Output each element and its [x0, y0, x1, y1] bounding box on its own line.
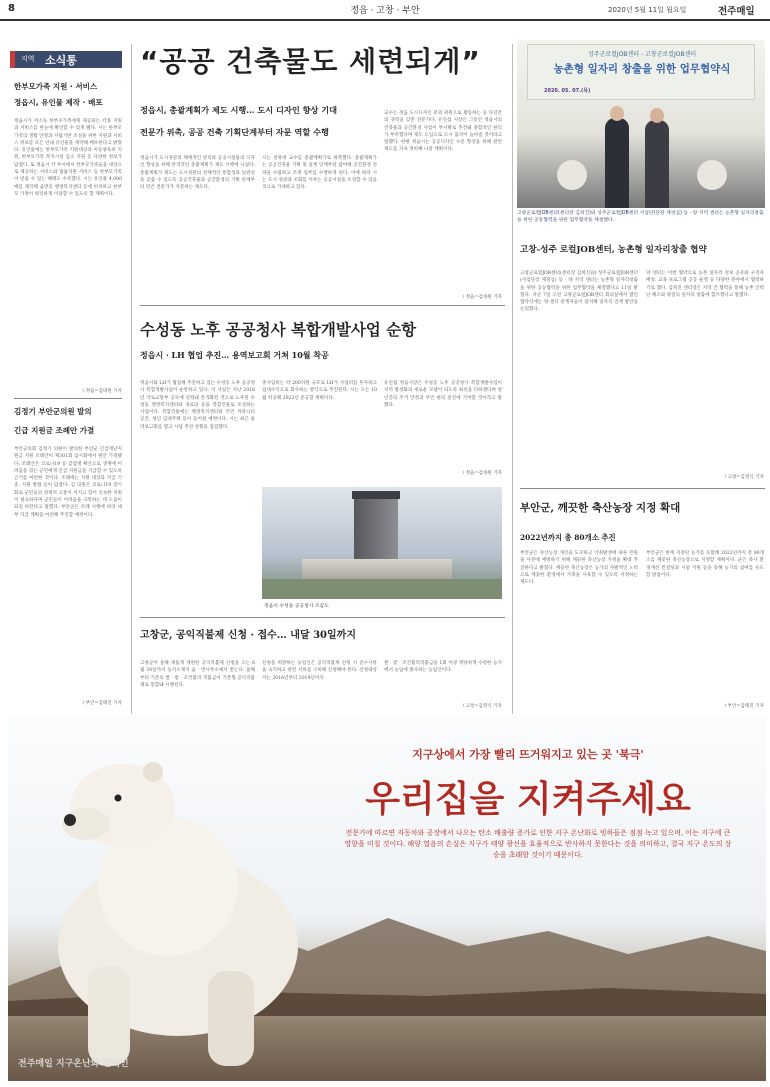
flower-left: [557, 160, 587, 190]
sidebar-story1-headline: [14, 80, 124, 110]
mou-banner-date: 2020. 05. 07.(목): [544, 88, 591, 94]
sidebar-divider: [14, 398, 122, 399]
mou-photo-caption: 고창군로컬JOB센터(센터장 김희진)와 성주군로컬JOB센터 사업단(단장 제경심) 등 · 양 지역 센터는 농촌형 일자리창출을 위한 공동협력을 위한 업무협약을 체결했다.: [517, 211, 764, 223]
bear-leg-front: [88, 966, 130, 1066]
story-br-subhead: 2022년까지 총 80개소 추진: [520, 533, 616, 542]
flower-right: [697, 160, 727, 190]
lead-subhead-2: 전문가 위촉, 공공 건축 기획단계부터 자문 역할 수행: [140, 127, 329, 137]
ad-body: 전문가에 따르면 자동차와 공장에서 나오는 탄소 배출량 증가로 인한 지구 온난화로 빙하들은 점점 녹고 있으며, 이는 지구에 큰 영향을 미칠 것이다. 해양 열음의 손실은 지구가 태양 광선을 효율적으로 반사하지 못한다는 것을 의미하고, 결국 지구 온도의 상승을 초래할 것이기 때문이다.: [344, 829, 732, 859]
sidebar-story1-body: 정읍시가 저소득 한부모가족에게 제공되는 각종 지원과 서비스를 한눈에 확인할 수 있게 됐다. 시는 한부모가족의 생활 안정과 자립기반 조성을 위한 지원과 서비스 정보를 모은 안내 유인물을 제작해 배포한다고 밝혔다. 유인물에는 한부모가족 지원대상과 아동양육비 지원, 한부모가족 복지시설 입소 지원 등 다양한 정보가 담겼다. 또 정읍시 각 부서에서 한부모가족들을 대상으로 제공하는 서비스와 법률지원 서비스 등 한부모가족이 받을 수 있는 혜택도 수록했다. 시는 유인물 4,000매를 제작해 읍면동 행정복지센터 등에 비치하고 한부모 가정이 편리하게 이용할 수 있도록 할 계획이다.: [14, 119, 122, 197]
story-mid-subhead: 정읍시 · LH 협업 추진… 용역보고회 거쳐 10월 착공: [140, 350, 329, 360]
story-right1-byline: / 고창=김영식 기자: [724, 475, 764, 480]
bear-ear: [143, 762, 163, 782]
page-header: [0, 0, 770, 20]
sidebar-tag-title: 소식통: [45, 54, 77, 67]
newspaper-name: 전주매일: [718, 6, 755, 17]
sidebar-story2-byline: / 부안=김태진 기자: [82, 701, 122, 706]
climate-ad: [8, 716, 766, 1081]
sidebar-story1-head1: 한부모가족 지원 · 서비스: [14, 82, 98, 91]
story-mid-headline: 수성동 노후 공공청사 복합개발사업 순항: [140, 321, 417, 339]
sidebar-story1-byline: / 정읍=김대원 기자: [82, 389, 122, 394]
sidebar-tag: [10, 51, 122, 68]
story-bl-byline: / 고창=김영식 기자: [462, 704, 502, 709]
right-story-divider: [520, 488, 765, 489]
ad-headline: 우리집을 지켜주세요: [365, 779, 691, 820]
sidebar-tag-region: 지역: [21, 55, 35, 63]
story-right1-headline: 고창-성주 로컬JOB센터, 농촌형 일자리창출 협약: [520, 245, 707, 255]
sidebar-story2-headline: [14, 405, 124, 438]
person-right: [645, 120, 669, 208]
building-rendering: [262, 487, 502, 599]
ad-tagline: 지구상에서 가장 빨리 뜨거워지고 있는 곳 '북극': [412, 748, 644, 761]
story-bl-col1: 고창군이 올해 새롭게 개편된 공익직불제 신청을 오는 6월 30일까지 농지소재지 읍 · 면사무소에서 받는다. 올해부터 기존의 쌀 · 밭 · 조건불리 직불금이 기본형 공익직불제로 통합돼 시행된다.: [140, 661, 255, 688]
sidebar-story2-head1: 김정기 부안군의원 발의: [14, 407, 92, 416]
story-mid-col3: 유진섭 정읍시장은 수성동 노후 공공청사 복합개발사업이 지역 활성화의 새로운 모델이 되도록 최선을 다하겠다며 청년층의 주거 안정과 주민 편의 증진에 기여할 것이라고 말했다.: [384, 381, 502, 408]
lead-col2: 시는 전북대 교수를 총괄계획가로 위촉했다. 총괄계획가는 공공건축물 기획 및 설계 단계부터 참여해 공간환경 전략을 수립하고 조정 업무를 수행하게 된다. 이에 따라 시는 도시 경관과 조화를 이루는 공공시설을 조성할 수 있을 것으로 기대하고 있다.: [262, 156, 377, 191]
lead-col3: 교수는 정읍 도시디자인 분과 위원으로 활동하는 등 다년간의 경력을 갖춘 전문가다. 유진섭 시장은 그동안 정읍시의 건축물과 공간환경 사업이 부서별로 추진돼 종합적인 관리가 부족했다며 제도 도입으로 도시 품격이 높아질 것이라고 말했다. 한편 정읍시는 공공디자인 수준 향상을 위해 관련 제도를 지속 정비해 나갈 계획이다.: [384, 111, 502, 153]
right-column-rule: [512, 44, 513, 714]
story-mid-col2: 총사업비는 약 200억원 규모로 LH가 사업비를 투자하고 임대수익으로 회수하는 방식으로 추진된다. 시는 오는 10월 착공해 2022년 준공할 계획이다.: [262, 381, 377, 401]
bear-leg-back: [208, 971, 254, 1066]
issue-date: 2020년 5월 11일 월요일: [608, 6, 687, 14]
story-br-col2: 부안군은 현재 지정된 농가를 포함해 2022년까지 총 80개소를 깨끗한 축산농장으로 지정할 계획이다. 군은 축사 환경개선 컨설팅과 시설 지원 등을 통해 농가의 참여를 유도할 방침이다.: [646, 551, 764, 578]
sidebar-story2-head2: 긴급 지원금 조례안 가결: [14, 426, 95, 435]
story-bl-col3: 쌀 · 밭 · 조건불리직불금을 1회 이상 정당하게 수령한 농지에서 농업에 종사하는 농업인이다.: [384, 661, 502, 674]
story-br-headline: 부안군, 깨끗한 축산농장 지정 확대: [520, 502, 681, 514]
header-divider: [0, 19, 770, 21]
person-left: [605, 118, 629, 208]
mid-divider: [140, 617, 505, 618]
lead-byline: / 정읍=김대원 기자: [462, 295, 502, 300]
bear-eye: [115, 795, 122, 802]
story-right1-col1: 고창군로컬JOB센터(센터장 김희진)와 성주군로컬JOB센터(사업단장 제경심) 등 · 양 지역 센터는 농촌형 일자리창출을 위한 공동협력을 위한 업무협약을 체결했다고 11일 밝혔다. 지난 7일 오전 고창군로컬JOB센터 회의실에서 열린 협약식에는 양 센터 관계자들이 참석해 일자리 연계 방안을 논의했다.: [520, 271, 638, 313]
podium: [302, 559, 452, 581]
sidebar-story1-head2: 정읍시, 유인물 제작 · 배포: [14, 98, 103, 107]
tower-crown: [352, 491, 400, 499]
sidebar-column-rule: [131, 44, 132, 714]
page-number: 8: [8, 3, 15, 14]
story-mid-byline: / 정읍=김대원 기자: [462, 471, 502, 476]
lead-headline: “공공 건축물도 세련되게”: [140, 45, 481, 78]
building-caption: 정읍시 수성동 공공청사 조감도: [264, 604, 329, 609]
person-left-head: [610, 106, 624, 121]
mou-banner: [527, 44, 755, 100]
person-right-head: [650, 108, 664, 123]
story-right1-col2: 양 센터는 이번 협약으로 농촌 일자리 정보 공유와 구직자 매칭, 교육 프로그램 공동 운영 등 다양한 분야에서 협력하기로 했다. 김희진 센터장은 지역 간 협력을 통해 농촌 인력난 해소와 양질의 일자리 창출에 힘쓰겠다고 말했다.: [646, 271, 764, 298]
mou-photo: [517, 40, 765, 208]
sidebar-story2-body: 부안군의회 김정기 의원이 발의한 부안군 긴급재난지원금 지원 조례안이 제301회 임시회에서 원안 가결됐다. 조례안은 코로나19 등 감염병 확산으로 생계에 어려움을 겪는 군민에게 긴급 지원금을 지급할 수 있도록 근거를 마련한 것이다. 조례에는 지원 대상과 지급 기준, 지원 방법 등이 담겼다. 김 의원은 코로나19 장기화로 군민들의 경제적 고통이 커지고 있어 신속한 지원이 필요하다며 군민들이 어려움을 극복하는 데 도움이 되길 바란다고 말했다. 부안군은 조례 시행에 따라 세부 지급 계획을 마련해 추진할 예정이다.: [14, 447, 122, 518]
story-bl-headline: 고창군, 공익직불제 신청 · 접수… 내달 30일까지: [140, 630, 356, 641]
lead-col1: 정읍시가 도시경관의 체계적인 관리와 공공시설물의 디자인 향상을 위해 본격적인 총괄계획가 제도 시행에 나섰다. 총괄계획가 제도는 도시경관의 전체적인 통합성과 일관성을 갖출 수 있도록 공공건축물과 공간환경의 기획 단계부터 민간 전문가가 자문하는 제도다.: [140, 156, 255, 191]
story-br-byline: / 부안=김태진 기자: [724, 704, 764, 709]
story-mid-col1: 정읍시와 LH가 협업해 추진하고 있는 수성동 노후 공공청사 복합개발사업이 순항하고 있다. 이 사업은 지난 2018년 국토교통부 공모에 선정돼 본격화된 것으로 노후된 수성동 행정복지센터와 경로당 등을 복합건물로 조성하는 사업이다. 복합건물에는 행정복지센터와 주민 커뮤니티 공간, 청년 임대주택 등이 들어설 예정이다. 시는 최근 용역보고회를 열고 사업 추진 상황을 점검했다.: [140, 381, 255, 430]
mou-banner-main: 농촌형 일자리 창출을 위한 업무협약식: [553, 63, 731, 75]
lead-divider: [140, 305, 505, 306]
ground: [262, 579, 502, 599]
polar-bear-illustration: [8, 736, 348, 1081]
section-title: 정읍 · 고창 · 부안: [350, 6, 420, 16]
story-br-col1: 부안군은 축산농장 개선을 도모하고 악취발생에 따른 민원을 사전에 예방하기 위해 깨끗한 축산농장 지정을 확대 추진한다고 밝혔다. 깨끗한 축산농장은 농가의 자발적인 노력으로 깨끗한 환경에서 가축을 사육할 수 있도록 지정하는 제도다.: [520, 551, 638, 586]
ad-credit: 전주매일 지구온난화 캠페인: [18, 1059, 129, 1069]
story-bl-col2: 신청을 희망하는 농업인은 공익직불제 신청 시 준수사항을 숙지하고 관련 서류를 구비해 신청해야 한다. 신청대상자는 2016년부터 2019년까지: [262, 661, 377, 681]
mou-banner-title: 성주군로컬JOB센터 - 고창군로컬JOB센터: [587, 51, 697, 58]
lead-subhead-1: 정읍시, 총괄계획가 제도 시행… 도시 디자인 향상 기대: [140, 105, 338, 115]
bear-nose: [64, 814, 76, 826]
